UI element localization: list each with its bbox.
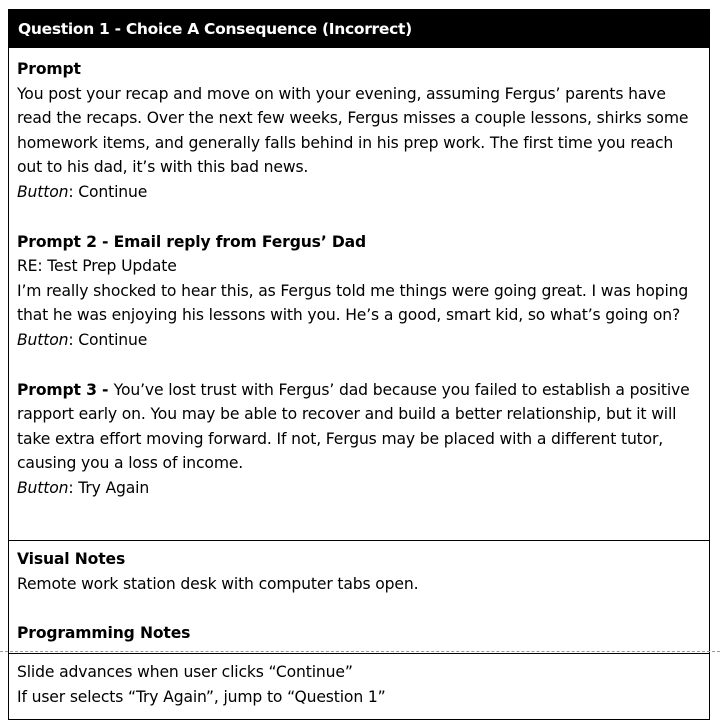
prompt3-button-line — [17, 476, 701, 501]
prompt1-button-line — [17, 180, 701, 205]
prompt2-body: I’m really shocked to hear this, as Fergus told me things were going great. I was hoping that he was enjoying his lessons with you. He’s a good, smart kid, so what’s going on? — [17, 281, 689, 325]
prompt1-button-label: Button — [17, 182, 69, 201]
programming-notes-line2: If user selects “Try Again”, jump to “Question 1” — [17, 687, 386, 706]
prompt2-button-line — [17, 328, 701, 353]
visual-notes-cell — [9, 540, 709, 653]
page-break-line — [0, 651, 720, 652]
prompt2-button-value: : Continue — [68, 330, 148, 349]
prompt3-paragraph — [17, 378, 701, 476]
prompt1-button-value: : Continue — [68, 182, 148, 201]
prompt3-body: You’ve lost trust with Fergus’ dad because you failed to establish a positive rapport early on. You may be able to recover and build a better relationship, but it will take extra effort moving forward. If not, Fergus may be placed with a different tutor, causing you a loss of income. — [17, 380, 690, 473]
table-header — [9, 10, 709, 48]
prompt3-button-value: : Try Again — [68, 478, 150, 497]
prompt3-heading: Prompt 3 - — [17, 380, 114, 399]
visual-notes-heading: Visual Notes — [17, 550, 126, 568]
prompt2-heading: Prompt 2 - Email reply from Fergus’ Dad — [17, 232, 367, 251]
prompts-cell — [9, 48, 709, 540]
spacer — [17, 205, 701, 230]
prompt1-heading: Prompt — [17, 60, 81, 78]
prompt2-subject: RE: Test Prep Update — [17, 257, 177, 276]
programming-notes-line1: Slide advances when user clicks “Continue” — [17, 663, 353, 681]
spacer — [17, 353, 701, 378]
spacer — [17, 596, 701, 621]
storyboard-table — [8, 9, 710, 720]
programming-notes-heading: Programming Notes — [17, 624, 191, 643]
prompt2-button-label: Button — [17, 330, 69, 349]
prompt1-body: You post your recap and move on with your evening, assuming Fergus’ parents have read the recaps. Over the next few weeks, Fergus misses a couple lessons, shirks some homework items, and generally falls behind in his prep work. The first time you reach out to his dad, it’s with this bad news. — [17, 84, 689, 177]
programming-notes-cell — [9, 653, 709, 719]
visual-notes-body: Remote work station desk with computer tabs open. — [17, 574, 419, 593]
header-title: Question 1 - Choice A Consequence (Incorrect) — [18, 20, 412, 38]
prompt3-button-label: Button — [17, 478, 69, 497]
